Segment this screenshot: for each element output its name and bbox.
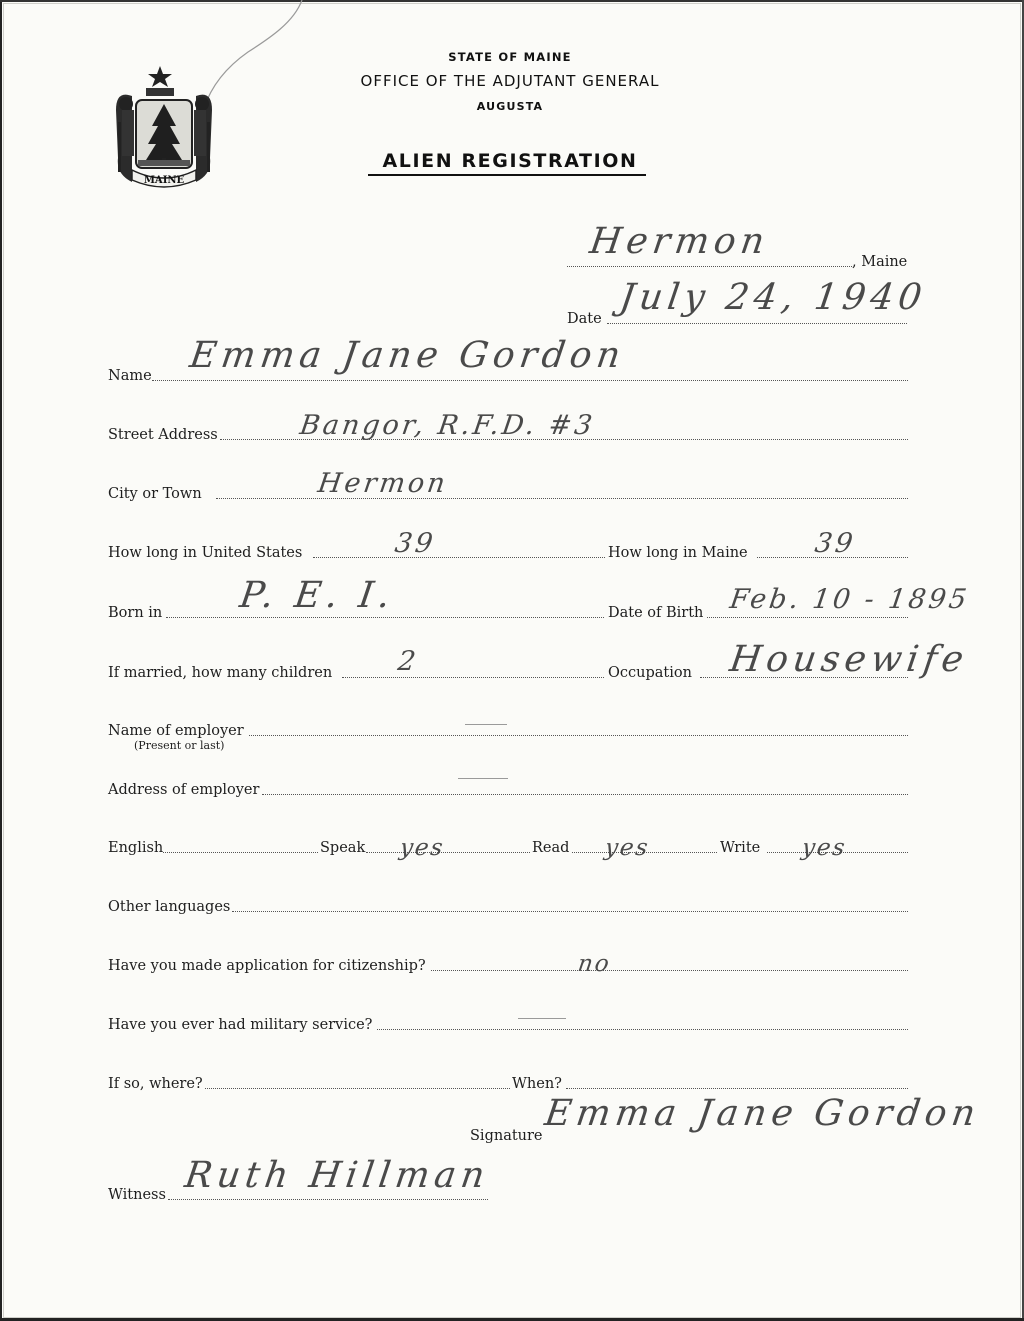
employer-name-sublabel: (Present or last) xyxy=(134,739,225,752)
military-label: Have you ever had military service? xyxy=(108,1017,373,1033)
employer-name-label: Name of employer xyxy=(108,723,244,739)
english-label: English xyxy=(108,840,164,856)
where-label: If so, where? xyxy=(108,1076,203,1092)
speak-value: yes xyxy=(398,835,447,861)
signature-value: Emma Jane Gordon xyxy=(542,1093,983,1134)
military-dash xyxy=(518,1018,566,1019)
read-label: Read xyxy=(532,840,570,856)
form-title: ALIEN REGISTRATION xyxy=(382,150,638,172)
date-value: July 24, 1940 xyxy=(617,277,930,318)
speak-label: Speak xyxy=(320,840,366,856)
citizenship-value: no xyxy=(576,951,613,977)
how-long-us-value: 39 xyxy=(392,528,438,559)
citizenship-label: Have you made application for citizenship? xyxy=(108,958,426,974)
born-in-value: P. E. I. xyxy=(237,575,398,616)
street-address-label: Street Address xyxy=(108,427,218,443)
born-in-label: Born in xyxy=(108,605,163,621)
title-underline xyxy=(368,174,646,176)
signature-label: Signature xyxy=(470,1128,543,1144)
occupation-value: Housewife xyxy=(727,639,971,680)
place-value: Hermon xyxy=(587,221,772,262)
write-label: Write xyxy=(720,840,761,856)
date-of-birth-value: Feb. 10 - 1895 xyxy=(727,584,972,615)
svg-text:MAINE: MAINE xyxy=(143,175,185,186)
how-long-us-label: How long in United States xyxy=(108,545,303,561)
employer-address-label: Address of employer xyxy=(108,782,260,798)
children-label: If married, how many children xyxy=(108,665,333,681)
header-state: STATE OF MAINE xyxy=(448,50,572,64)
other-languages-label: Other languages xyxy=(108,899,231,915)
witness-value: Ruth Hillman xyxy=(182,1155,493,1196)
children-value: 2 xyxy=(395,646,421,677)
header-city: AUGUSTA xyxy=(476,100,544,113)
employer-address-dash xyxy=(458,778,508,779)
street-address-value: Bangor, R.F.D. #3 xyxy=(297,410,597,441)
employer-name-dash xyxy=(465,724,507,725)
maine-state-seal-icon xyxy=(110,62,218,190)
name-value: Emma Jane Gordon xyxy=(187,335,628,376)
date-of-birth-label: Date of Birth xyxy=(608,605,704,621)
occupation-label: Occupation xyxy=(608,665,692,681)
how-long-maine-label: How long in Maine xyxy=(608,545,748,561)
city-label: City or Town xyxy=(108,486,202,502)
date-label: Date xyxy=(567,311,602,327)
name-label: Name xyxy=(108,368,152,384)
read-value: yes xyxy=(603,835,652,861)
city-value: Hermon xyxy=(315,468,450,499)
how-long-maine-value: 39 xyxy=(812,528,858,559)
write-value: yes xyxy=(800,835,849,861)
place-label: , Maine xyxy=(852,254,908,270)
witness-label: Witness xyxy=(108,1187,166,1203)
when-label: When? xyxy=(512,1076,562,1092)
header-office: OFFICE OF THE ADJUTANT GENERAL xyxy=(360,72,660,90)
